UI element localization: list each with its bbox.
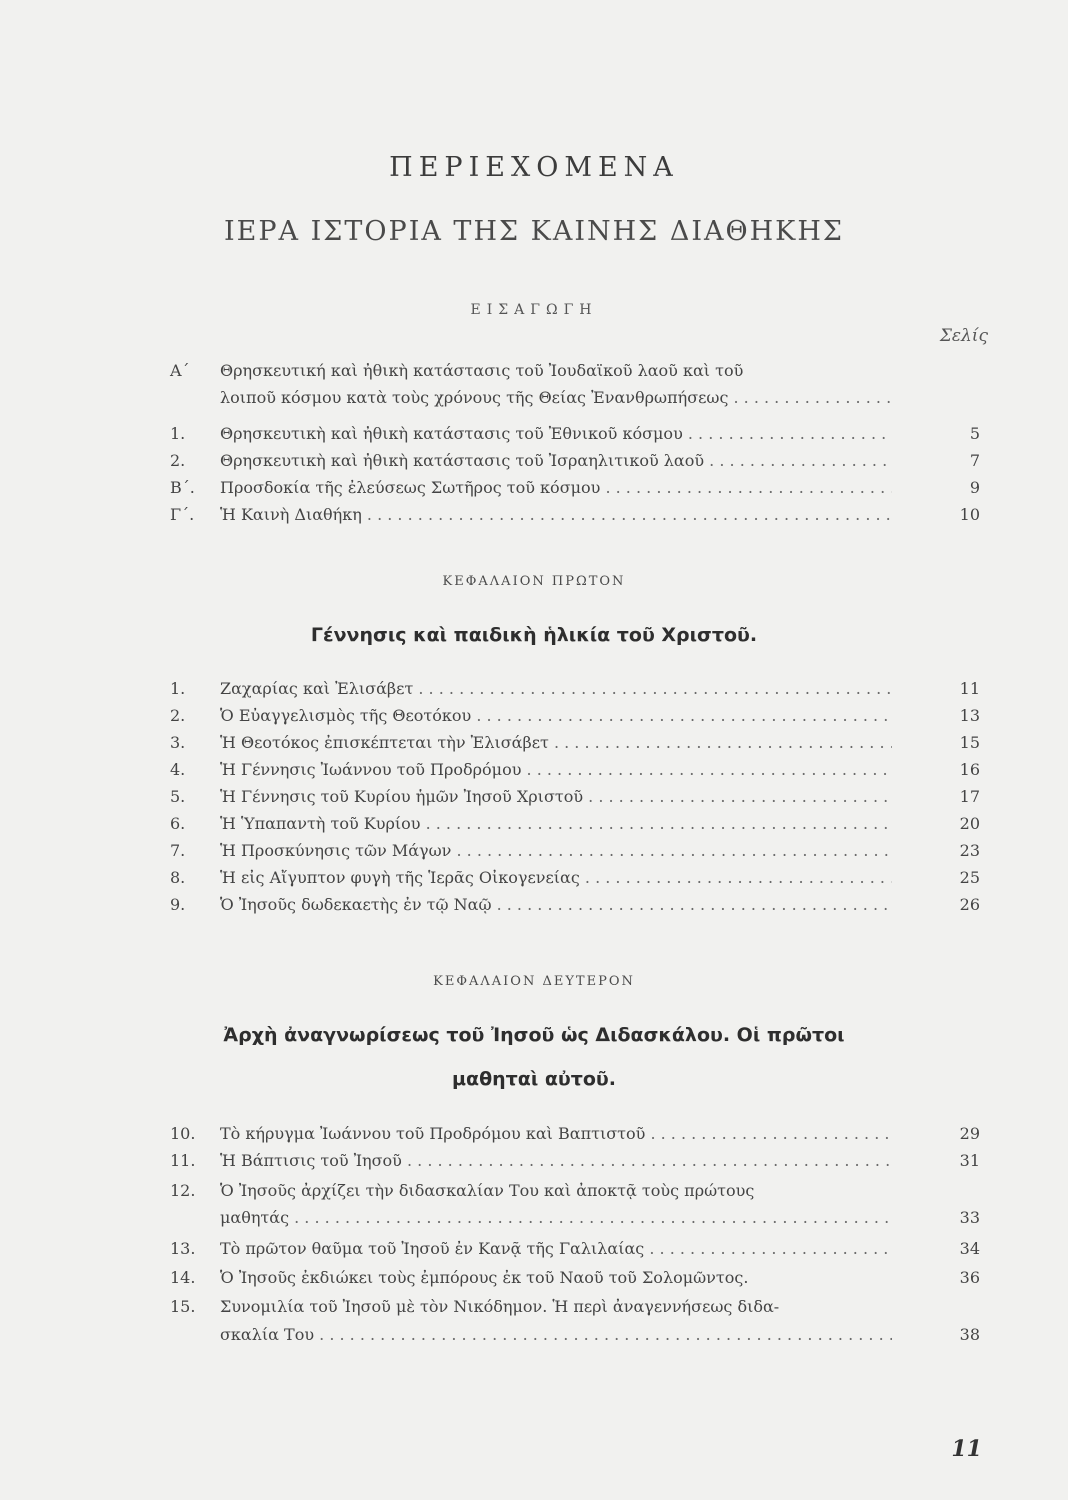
entry-number: 6. <box>170 814 186 833</box>
entry-page: 13 <box>959 706 980 725</box>
toc-entry <box>170 1207 892 1229</box>
entry-page: 16 <box>959 760 980 779</box>
toc-entry <box>170 813 892 835</box>
entry-page: 33 <box>959 1208 980 1227</box>
entry-page: 23 <box>959 841 980 860</box>
entry-title: Θρησκευτικὴ καὶ ἠθικὴ κατάστασις τοῦ Ἰσραηλιτικοῦ λαοῦ . . . <box>220 450 892 472</box>
entry-title: Ἡ Βάπτισις τοῦ Ἰησοῦ . . . <box>220 1150 892 1172</box>
entry-page: 9 <box>969 478 980 497</box>
entry-number: 8. <box>170 868 186 887</box>
entry-title: Ἡ εἰς Αἴγυπτον φυγὴ τῆς Ἱερᾶς Οἰκογενείας . . . <box>220 867 892 889</box>
entry-number: Α΄ <box>170 361 190 380</box>
page-number: 11 <box>951 1436 982 1462</box>
toc-entry <box>170 1296 892 1318</box>
entry-page: 15 <box>959 733 980 752</box>
entry-page: 10 <box>959 505 980 524</box>
chapter-title-line2: μαθηταὶ αὐτοῦ. <box>452 1068 616 1090</box>
entry-title: Ὁ Ἰησοῦς δωδεκαετὴς ἐν τῷ Ναῷ . . . <box>220 894 892 916</box>
toc-entry <box>170 1150 892 1172</box>
section-heading-introduction: ΕΙΣΑΓΩΓΗ <box>470 302 598 318</box>
entry-number: 1. <box>170 679 186 698</box>
entry-title: Ζαχαρίας καὶ Ἐλισάβετ . . . <box>220 678 892 700</box>
entry-title: Θρησκευτικὴ καὶ ἠθικὴ κατάστασις τοῦ Ἐθνικοῦ κόσμου . . . <box>220 423 892 445</box>
toc-entry <box>170 732 892 754</box>
toc-entry <box>170 360 892 382</box>
page-column-label: Σελίς <box>939 326 988 346</box>
entry-title: Ἡ Προσκύνησις τῶν Μάγων . . . <box>220 840 892 862</box>
toc-entry <box>170 477 892 499</box>
entry-number: Β΄. <box>170 478 195 497</box>
toc-entry <box>170 705 892 727</box>
entry-title: Ὁ Ἰησοῦς ἀρχίζει τὴν διδασκαλίαν Του καὶ ἀποκτᾷ τοὺς πρώτους <box>220 1181 755 1200</box>
toc-entry <box>170 786 892 808</box>
page-title: ΠΕΡΙΕΧΟΜΕΝΑ <box>389 152 679 183</box>
entry-title: Ἡ Θεοτόκος ἐπισκέπτεται τὴν Ἐλισάβετ . . . <box>220 732 892 754</box>
entry-number: 14. <box>170 1268 196 1287</box>
toc-entry <box>170 894 892 916</box>
entry-page: 5 <box>969 424 980 443</box>
toc-entry <box>170 450 892 472</box>
entry-number: 3. <box>170 733 186 752</box>
toc-entry <box>170 1238 892 1260</box>
chapter-title-line1: Ἀρχὴ ἀναγνωρίσεως τοῦ Ἰησοῦ ὡς Διδασκάλου. Οἱ πρῶτοι <box>223 1024 845 1046</box>
entry-number: Γ΄. <box>170 505 195 524</box>
entry-number: 7. <box>170 841 186 860</box>
entry-title: Ἡ Γέννησις τοῦ Κυρίου ἡμῶν Ἰησοῦ Χριστοῦ . . . <box>220 786 892 808</box>
toc-entry <box>170 1123 892 1145</box>
entry-title: λοιποῦ κόσμου κατὰ τοὺς χρόνους τῆς Θείας Ἐνανθρωπήσεως . . . <box>220 387 892 409</box>
toc-entry <box>170 423 892 445</box>
book-subtitle: ΙΕΡΑ ΙΣΤΟΡΙΑ ΤΗΣ ΚΑΙΝΗΣ ΔΙΑΘΗΚΗΣ <box>224 216 844 247</box>
entry-number: 5. <box>170 787 186 806</box>
entry-page: 34 <box>959 1239 980 1258</box>
entry-number: 9. <box>170 895 186 914</box>
entry-page: 36 <box>959 1268 980 1287</box>
chapter-title: Γέννησις καὶ παιδικὴ ἡλικία τοῦ Χριστοῦ. <box>310 624 758 646</box>
toc-entry <box>170 840 892 862</box>
entry-title: Τὸ κήρυγμα Ἰωάννου τοῦ Προδρόμου καὶ Βαπτιστοῦ . . . <box>220 1123 892 1145</box>
toc-entry <box>170 1180 892 1202</box>
entry-page: 11 <box>959 679 980 698</box>
toc-entry <box>170 504 892 526</box>
entry-page: 29 <box>959 1124 980 1143</box>
entry-title: Θρησκευτική καὶ ἠθικὴ κατάστασις τοῦ Ἰουδαϊκοῦ λαοῦ καὶ τοῦ <box>220 361 744 380</box>
entry-number: 1. <box>170 424 186 443</box>
entry-page: 20 <box>959 814 980 833</box>
entry-number: 11. <box>170 1151 196 1170</box>
entry-page: 38 <box>959 1325 980 1344</box>
entry-number: 10. <box>170 1124 196 1143</box>
entry-title: σκαλία Του . . . <box>220 1324 892 1346</box>
entry-number: 13. <box>170 1239 196 1258</box>
entry-number: 15. <box>170 1297 196 1316</box>
entry-number: 4. <box>170 760 186 779</box>
entry-title: Ἡ Γέννησις Ἰωάννου τοῦ Προδρόμου . . . <box>220 759 892 781</box>
toc-entry <box>170 1324 892 1346</box>
toc-entry <box>170 387 892 409</box>
entry-title: μαθητάς . . . <box>220 1207 892 1229</box>
entry-page: 26 <box>959 895 980 914</box>
entry-number: 2. <box>170 706 186 725</box>
entry-page: 31 <box>959 1151 980 1170</box>
entry-number: 12. <box>170 1181 196 1200</box>
entry-page: 25 <box>959 868 980 887</box>
chapter-label: ΚΕΦΑΛΑΙΟΝ ΠΡΩΤΟΝ <box>442 574 626 589</box>
chapter-label: ΚΕΦΑΛΑΙΟΝ ΔΕΥΤΕΡΟΝ <box>433 974 635 989</box>
entry-title: Συνομιλία τοῦ Ἰησοῦ μὲ τὸν Νικόδημον. Ἡ περὶ ἀναγεννήσεως διδα- <box>220 1297 780 1316</box>
entry-title: Ὁ Ἰησοῦς ἐκδιώκει τοὺς ἐμπόρους ἐκ τοῦ Ναοῦ τοῦ Σολομῶντος. <box>220 1268 749 1287</box>
toc-entry <box>170 1267 892 1289</box>
entry-title: Τὸ πρῶτον θαῦμα τοῦ Ἰησοῦ ἐν Κανᾷ τῆς Γαλιλαίας . . . <box>220 1238 892 1260</box>
entry-page: 17 <box>959 787 980 806</box>
toc-entry <box>170 759 892 781</box>
entry-title: Ἡ Ὑπαπαντὴ τοῦ Κυρίου . . . <box>220 813 892 835</box>
entry-title: Προσδοκία τῆς ἐλεύσεως Σωτῆρος τοῦ κόσμου . . . <box>220 477 892 499</box>
entry-number: 2. <box>170 451 186 470</box>
entry-page: 7 <box>969 451 980 470</box>
entry-title: Ἡ Καινὴ Διαθήκη . . . <box>220 504 892 526</box>
entry-title: Ὁ Εὐαγγελισμὸς τῆς Θεοτόκου . . . <box>220 705 892 727</box>
toc-entry <box>170 867 892 889</box>
toc-entry <box>170 678 892 700</box>
